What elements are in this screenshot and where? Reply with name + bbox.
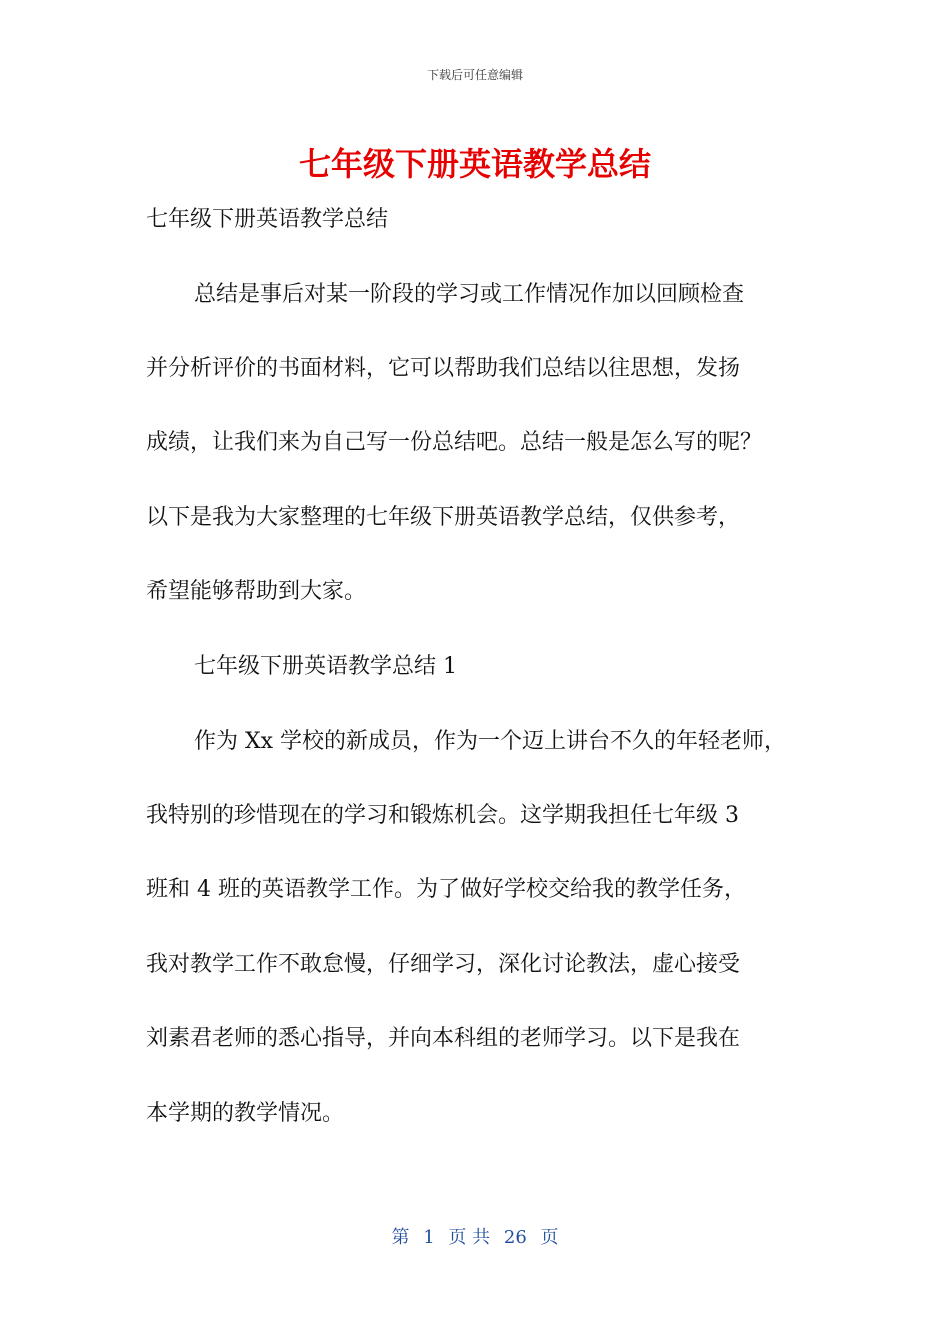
body-line: 本学期的教学情况。 <box>146 1101 345 1126</box>
body-line: 我特别的珍惜现在的学习和锻炼机会。这学期我担任七年级 3 <box>146 803 739 828</box>
page-footer <box>0 1226 950 1250</box>
body-line: 作为 Xx 学校的新成员，作为一个迈上讲台不久的年轻老师， <box>194 729 787 754</box>
footer-mid: 页 共 <box>448 1227 491 1248</box>
section-heading: 七年级下册英语教学总结 1 <box>194 654 457 679</box>
body-line: 并分析评价的书面材料，它可以帮助我们总结以往思想，发扬 <box>146 356 741 381</box>
body-line: 以下是我为大家整理的七年级下册英语教学总结，仅供参考， <box>146 505 741 530</box>
body-line: 班和 4 班的英语教学工作。为了做好学校交给我的教学任务， <box>146 877 746 902</box>
footer-prefix: 第 <box>391 1227 410 1248</box>
footer-total-pages: 26 <box>503 1227 527 1248</box>
footer-suffix: 页 <box>540 1227 559 1248</box>
body-line: 成绩，让我们来为自己写一份总结吧。总结一般是怎么写的呢？ <box>146 430 763 455</box>
body-line: 我对教学工作不敢怠慢，仔细学习，深化讨论教法，虚心接受 <box>146 952 741 977</box>
body-line: 希望能够帮助到大家。 <box>146 579 367 604</box>
document-title: 七年级下册英语教学总结 <box>298 145 651 183</box>
body-line: 刘素君老师的悉心指导，并向本科组的老师学习。以下是我在 <box>146 1026 741 1051</box>
body-line: 总结是事后对某一阶段的学习或工作情况作加以回顾检查 <box>194 282 745 307</box>
header-note: 下载后可任意编辑 <box>426 68 523 82</box>
body-line-subtitle: 七年级下册英语教学总结 <box>146 207 389 232</box>
footer-page-number: 1 <box>423 1227 435 1248</box>
